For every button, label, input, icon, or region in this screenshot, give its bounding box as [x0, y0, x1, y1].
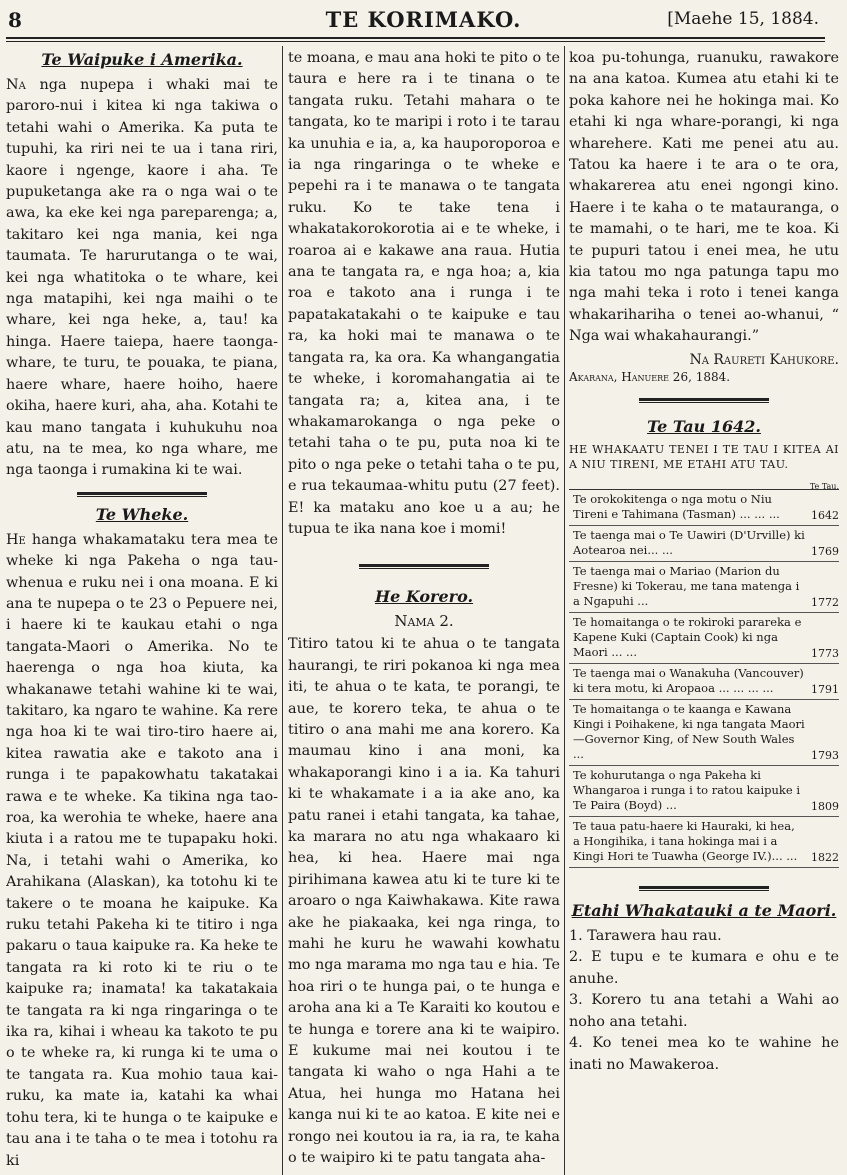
event-cell: Te homaitanga o te rokiroki parareka e Kapene Kuki (Captain Cook) ki nga Maori ... ...	[573, 614, 802, 659]
waipuke-text: nga nupepa i whaki mai te paroro-nui i kitea ki nga takiwa o tetahi wahi o Amerika. Ka puta te tupuhi, ka riri nei te ua i tana riri, kaore i ngenge, kaore i aha. Te pupuketanga ake ra o nga wai o te awa, ka eke kei nga pareparenga; a, takitaro kei nga mania, kei nga taumata. Te harurutanga o te wai, kei nga whatitoka o te whare, kei nga matapihi, kei nga maihi o te whare, kei nga heke, a, tau! ka hinga. Haere taiepa, haere taonga-whare, te turu, te pouaka, te piana, haere whare, haere hoiho, haere okiha, haere kuri, aha, aha. Kotahi te kau mano tangata i kuhukuhu noa atu, na te mea, ko nga whare, me nga taonga i rumakina ki te wai.	[6, 77, 278, 479]
issue-date: [Maehe 15, 1884.	[667, 9, 819, 29]
year-cell: 1809	[811, 799, 839, 813]
section-divider	[359, 564, 489, 569]
year-cell: 1642	[811, 508, 839, 522]
article-title-wheke: Te Wheke.	[95, 504, 189, 524]
article-body-korero-continued: koa pu-tohunga, ruanuku, rawakore na ana katoa. Kumea atu etahi ki te poka kahore nei he hokinga mai. Ko etahi ki nga whare-porangi, ki nga wharehere. Kati me penei atu au. Tatou ka haere i te ara o te ora, whakarerea atu enei ngongi kino. Haere i te kaha o te matauranga, o te mamahi, o te hari, me te koa. Ki te pupuri tatou i enei mea, he utu kia tatou mo nga patunga tapu mo nga mahi teka i roto i tenei kanga whakarihariha o tenei ao-whanui, “ Nga wai whakahaurangi.”	[569, 50, 839, 345]
column-divider-2	[564, 46, 565, 1175]
author-place-date: Akarana, Hanuere 26, 1884.	[569, 369, 731, 384]
article-body-wheke	[6, 530, 278, 1171]
list-item: 1. Tarawera hau rau.	[569, 927, 722, 944]
year-cell: 1769	[811, 544, 839, 558]
column-3	[569, 48, 839, 1171]
article-title-tau: Te Tau 1642.	[647, 416, 761, 436]
list-item: 4. Ko tenei mea ko te wahine he inati no Mawakeroa.	[569, 1035, 839, 1073]
table-row	[569, 490, 839, 526]
event-cell: Te orokokitenga o nga motu o Niu Tireni e Tahimana (Tasman) ... ... ...	[573, 491, 780, 521]
section-divider	[639, 886, 769, 891]
page-number: 8	[8, 8, 22, 32]
article-body-waipuke	[6, 75, 278, 482]
year-cell: 1773	[811, 646, 839, 660]
tau-year-header: Te Tau.	[809, 481, 839, 491]
article-body-wheke-continued: te moana, e mau ana hoki te pito o te taura e here ra i te tinana o te tangata ruku. Tetahi mahara o te tangata, ko te maripi i roto i te tarau ka unuhia e ia, a, ka hauporoporoa e ia nga ringaringa o te wheke e pepehi ra i te manawa o te tangata ruku. Ko te take tena i whakatakorokorotia ai e te wheke, i roaroa ai e kakawe ana raua. Hutia ana te tangata ra, e nga hoa; a, kia roa e takoto ana i runga i te papatakatakahi o te kaipuke e tau ra, ka hoki mai te manawa o te tangata ra, ka ora. Ka whangangatia te wheke, i koromahangatia ai te tangata ra; a, kitea ana, i te whakamarokanga o nga peke o tetahi taha o te pu, puta noa ki te pito o nga peke o tetahi taha o te pu, e rua tekaumaa-whitu putu (27 feet). E! ka mataku ano koe u a au; he tupua te ika nana koe i momi!	[288, 50, 560, 537]
event-cell: Te taenga mai o Mariao (Marion du Fresne) ki Tokerau, me tana matenga i a Ngapuhi ...	[573, 563, 800, 608]
event-cell: Te taenga mai o Wanakuha (Vancouver) ki tera motu, ki Aropaoa ... ... ... ...	[573, 665, 804, 695]
article-subtitle-korero: Nama 2.	[394, 612, 454, 631]
column-1	[6, 48, 278, 1171]
column-2	[288, 48, 560, 1171]
year-cell: 1822	[811, 850, 839, 864]
table-row	[569, 613, 839, 664]
year-cell: 1793	[811, 748, 839, 762]
dropcap-waipuke: Na	[6, 77, 26, 93]
table-row	[569, 766, 839, 817]
table-row	[569, 562, 839, 613]
event-cell: Te taenga mai o Te Uawiri (D'Urville) ki Aotearoa nei... ...	[573, 527, 805, 557]
table-row	[569, 817, 839, 868]
tau-table	[569, 489, 839, 868]
column-divider-1	[282, 46, 283, 1175]
list-item: 2. E tupu e te kumara e ohu e te anuhe.	[569, 949, 839, 987]
whakatauki-list	[569, 926, 839, 1077]
event-cell: Te homaitanga o te kaanga e Kawana Kingi i Poihakene, ki nga tangata Maori—Governor King, of New South Wales ...	[573, 701, 805, 761]
header-rule	[6, 37, 825, 39]
table-row	[569, 526, 839, 562]
table-row	[569, 664, 839, 700]
list-item: 3. Korero tu ana tetahi a Wahi ao noho ana tetahi.	[569, 992, 839, 1030]
section-divider	[77, 492, 207, 497]
year-cell: 1791	[811, 682, 839, 696]
article-title-waipuke: Te Waipuke i Amerika.	[41, 50, 243, 69]
dropcap-wheke: He	[6, 531, 26, 548]
table-row	[569, 700, 839, 766]
author-signature: Na Raureti Kahukore.	[689, 351, 839, 368]
event-cell: Te kohurutanga o nga Pakeha ki Whangaroa i runga i to ratou kaipuke i Te Paira (Boyd) ...	[573, 767, 801, 812]
wheke-text: hanga whakamataku tera mea te wheke ki nga Pakeha o nga tau-whenua e ruku nei i ona moana. E ki ana te nupepa o te 23 o Pepuere nei, i haere ki te kaukau etahi o nga tangata-Maori o Amerika. No te haerenga o nga hoa kiuta, ka whakanawe tetahi wahine ki te wai, takitaro, ka ngaro te wahine. Ka rere nga hoa ki te wai tiro-tiro haere ai, kitea rawatia ake e takoto ana i runga i te papakowhatu takatakai rawa e te wheke. Ka tikina nga tao-roa, ka werohia te wheke, haere ana kiuta i a ratou me te tupapaku hoki. Na, i tetahi wahi o Amerika, ko Arahikana (Alaskan), ka totohu ki te takere o te moana he kaipuke. Ka ruku tetahi Pakeha ki te titiro i nga pakaru o taua kaipuke ra. Ka heke te tangata ra ki roto ki te riu o te kaipuke ra; inamata! ka takatakaia te tangata ra ki nga ringaringa o te ika ra, kihai i wheau ka takoto te pu o te wheke ra, ki runga ki te uma o te tangata ra. Kua mohio taua kai-ruku, ka mate ia, katahi ka whai tohu tera, ki te hunga o te kaipuke e tau ana i te taha o te mea i totohu ra ki	[6, 531, 278, 1169]
article-title-korero: He Korero.	[374, 587, 474, 607]
header-rule-thin	[6, 41, 825, 42]
newspaper-title: TE KORIMAKO.	[325, 7, 522, 32]
article-title-whakatauki: Etahi Whakatauki a te Maori.	[571, 900, 837, 920]
page-header	[0, 0, 847, 42]
event-cell: Te taua patu-haere ki Hauraki, ki hea, a Hongihika, i tana hokinga mai i a Kingi Hori te Tuawha (George IV.)... ...	[573, 818, 798, 863]
section-divider	[639, 398, 769, 403]
tau-intro: HE WHAKAATU TENEI I TE TAU I KITEA AI A NIU TIRENI, ME ETAHI ATU TAU.	[569, 442, 839, 471]
year-cell: 1772	[811, 595, 839, 609]
article-body-korero: Titiro tatou ki te ahua o te tangata haurangi, te riri pokanoa ki nga mea iti, te ahua o te kata, te porangi, te aue, te korero teka, te ahua o te titiro o ana mahi me ana korero. Ka maumau kino i ana moni, ka whakaporangi kino i a ia. Ka tahuri ki te whakamate i a ia ake ano, ka patu ranei i etahi tangata, ka tahae, ka marara no atu nga whakaaro ki hea, ki hea. Haere mai nga pirihimana kawea atu ki te ture ki te aroaro o nga Kaiwhakawa. Kite rawa ake he piakaaka, kei nga ringa, to mahi he kuru he wawahi kowhatu mo nga marama mo nga tau e hia. Te hoa riri o te hunga pai, o te hunga e aroha ana ki a Te Karaiti ko koutou e te hunga e torere ana ki te waipiro. E kukume mai nei koutou i te tangata ki waho o nga Hahi a te Atua, hei hunga mo Hatana hei kanga nui ki te ao katoa. E kite nei e rongo nei koutou ia ra, ia ra, te kaha o te waipiro ki te patu tangata aha-	[288, 636, 560, 1167]
